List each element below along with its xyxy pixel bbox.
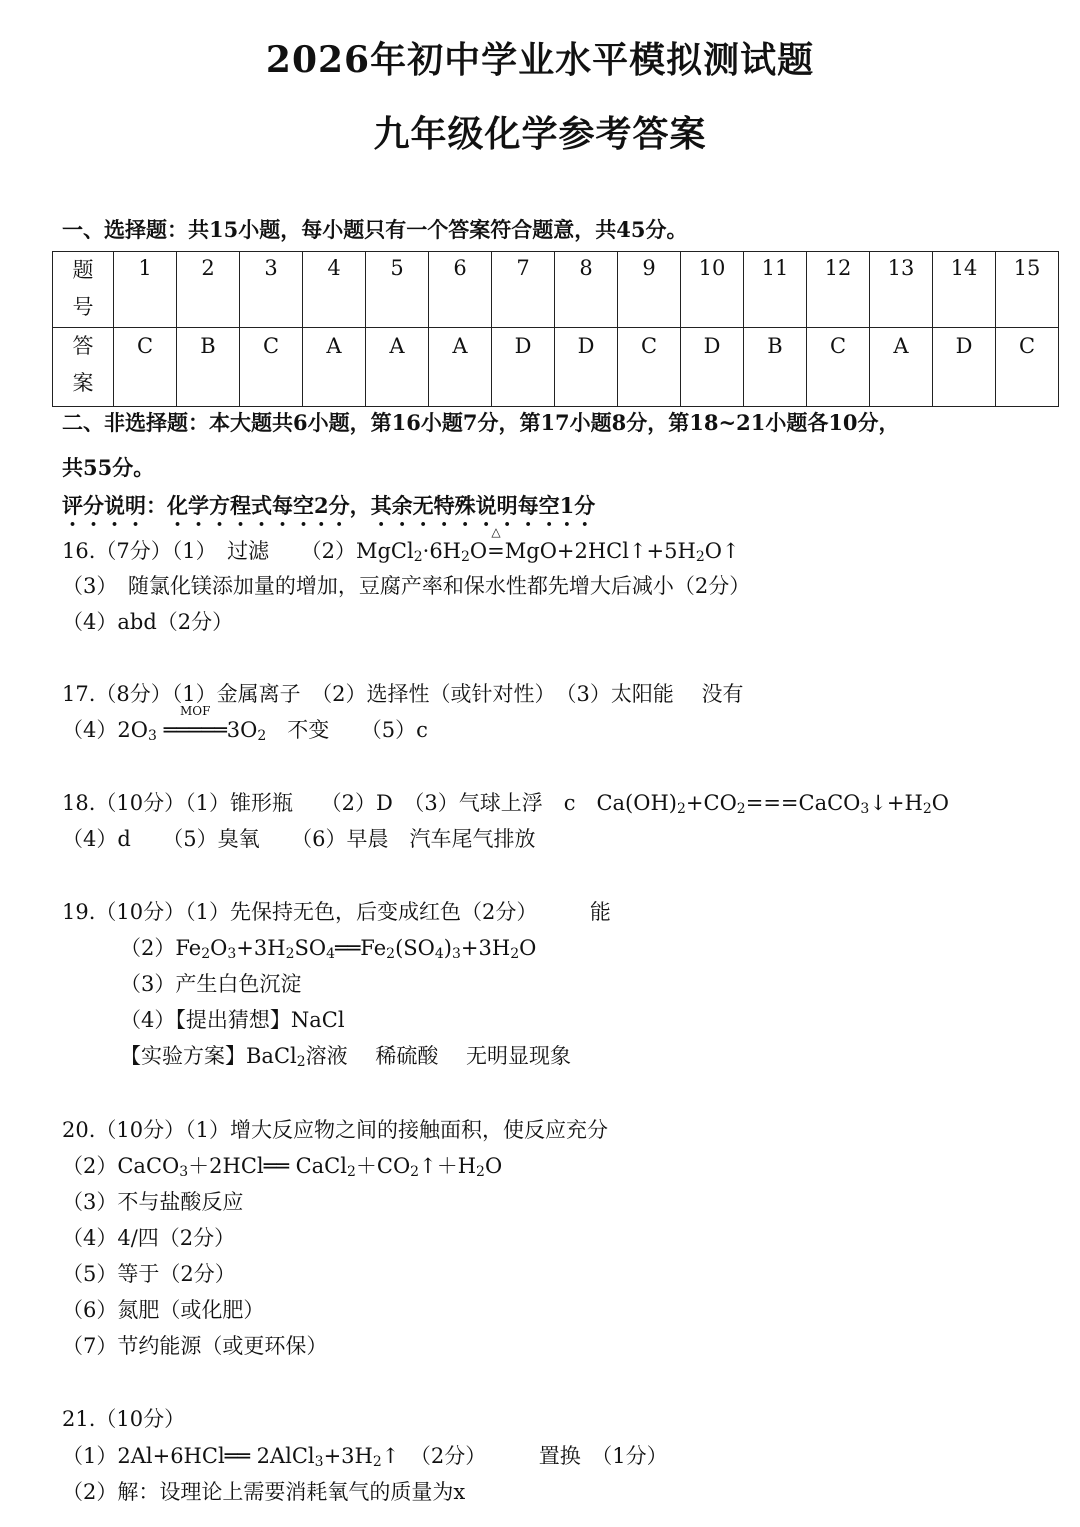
- answer-cell: A: [366, 328, 429, 407]
- text-fragment: [157, 718, 164, 742]
- text-fragment: ↑＋H: [419, 1154, 477, 1178]
- subscript: 2: [676, 801, 686, 817]
- text-fragment: （4）abd（2分）: [62, 610, 234, 634]
- answer-cell: D: [555, 328, 618, 407]
- row-label-number: [53, 252, 114, 328]
- text-fragment: ): [443, 936, 452, 960]
- row-label-answer: [53, 328, 114, 407]
- answer-cell: A: [870, 328, 933, 407]
- condition-label: MOF: [179, 704, 211, 718]
- answer-line-q21-0: [62, 1403, 185, 1433]
- answer-line-q20-1: [62, 1114, 608, 1144]
- text-fragment: ══Fe: [335, 936, 387, 960]
- answer-line-q17-4: [62, 704, 428, 744]
- subscript: 3: [452, 946, 461, 962]
- question-number-cell: 8: [555, 252, 618, 328]
- text-fragment: （1）2Al+6HCl══ 2AlCl: [62, 1444, 315, 1468]
- answer-cell: B: [744, 328, 807, 407]
- subscript: 2: [285, 946, 295, 962]
- answer-line-q16-4: [62, 606, 233, 636]
- text-fragment: O: [469, 539, 488, 563]
- text-fragment: 【实验方案】BaCl: [120, 1044, 297, 1068]
- text-fragment: 17.（8分）（1）金属离子 （2）选择性（或针对性） （3）太阳能 没有: [62, 682, 744, 706]
- text-fragment: (SO: [395, 936, 435, 960]
- reaction-condition: [163, 704, 227, 742]
- answer-line-q20-7: [62, 1330, 327, 1360]
- answer-cell: C: [807, 328, 870, 407]
- subscript: 2: [346, 1164, 356, 1180]
- text-fragment: +3H: [323, 1444, 373, 1468]
- answer-line-q21-1: [62, 1440, 668, 1470]
- subscript: 4: [326, 946, 336, 962]
- equals-sign: =: [487, 539, 505, 563]
- subscript: 3: [860, 801, 870, 817]
- subscript: 2: [296, 1054, 306, 1070]
- row-label-char: 答: [72, 334, 94, 358]
- text-fragment: +3H: [236, 936, 286, 960]
- text-fragment: 3O: [226, 718, 258, 742]
- text-fragment: +CO: [685, 791, 737, 815]
- subscript: 4: [434, 946, 444, 962]
- text-fragment: （4）d （5）臭氧 （6）早晨 汽车尾气排放: [62, 827, 536, 851]
- answer-cell: C: [114, 328, 177, 407]
- question-number-cell: 12: [807, 252, 870, 328]
- subscript: 2: [736, 801, 746, 817]
- answer-table: [52, 251, 1059, 407]
- answer-line-q20-6: [62, 1294, 264, 1324]
- text-fragment: （4）4/四（2分）: [62, 1226, 236, 1250]
- text-fragment: ＋CO: [355, 1154, 411, 1178]
- answer-line-q21-2: [62, 1476, 465, 1506]
- text-fragment: （2）解：设理论上需要消耗氧气的质量为x: [62, 1480, 466, 1504]
- text-fragment: SO: [294, 936, 327, 960]
- text-fragment: （7）节约能源（或更环保）: [62, 1334, 328, 1358]
- answer-line-q19-4: [120, 1004, 345, 1034]
- section2-heading-line2: 共55分。: [62, 455, 155, 480]
- question-number-cell: 10: [681, 252, 744, 328]
- text-fragment: O↑: [704, 539, 740, 563]
- text-fragment: ↓+H: [869, 791, 923, 815]
- answer-line-q19-1: [62, 896, 611, 926]
- page-subtitle: 九年级化学参考答案: [373, 113, 707, 155]
- page-title: 2026年初中学业水平模拟测试题: [265, 39, 815, 81]
- question-number-cell: 4: [303, 252, 366, 328]
- text-fragment: 19.（10分）（1）先保持无色，后变成红色（2分） 能: [62, 900, 611, 924]
- row-label-char: 题: [72, 258, 94, 282]
- question-number-cell: 14: [933, 252, 996, 328]
- answer-cell: C: [996, 328, 1059, 407]
- answer-cell: C: [618, 328, 681, 407]
- subscript: 2: [476, 1164, 485, 1180]
- subscript: 2: [510, 946, 520, 962]
- subscript: 2: [386, 946, 396, 962]
- text-fragment: 18.（10分）（1）锥形瓶 （2）D （3）气球上浮 c Ca(OH): [62, 791, 677, 815]
- text-fragment: O: [519, 936, 537, 960]
- section2-heading-line1: 二、非选择题：本大题共6小题，第16小题7分，第17小题8分，第18~21小题各10分，: [62, 410, 900, 435]
- text-fragment: O: [931, 791, 949, 815]
- answer-line-q20-2: [62, 1150, 502, 1180]
- answer-line-q20-3: [62, 1186, 243, 1216]
- row-label-char: 案: [72, 371, 94, 395]
- subscript: 2: [257, 728, 267, 744]
- answer-cell: C: [240, 328, 303, 407]
- text-fragment: （3）不与盐酸反应: [62, 1190, 244, 1214]
- question-number-cell: 11: [744, 252, 807, 328]
- answer-line-q16-3: [62, 570, 750, 600]
- question-number-cell: 6: [429, 252, 492, 328]
- answer-line-q18-1: [62, 787, 949, 817]
- scoring-note: 评分说明：化学方程式每空2分，其余无特殊说明每空1分: [62, 493, 596, 518]
- subscript: 2: [410, 1164, 420, 1180]
- text-fragment: ===CaCO: [745, 791, 861, 815]
- text-fragment: O: [210, 936, 228, 960]
- text-fragment: 溶液 稀硫酸 无明显现象: [305, 1044, 572, 1068]
- answer-line-q20-4: [62, 1222, 235, 1252]
- text-fragment: （2）Fe: [120, 936, 202, 960]
- table-row-answers: [53, 328, 1059, 407]
- text-fragment: 21.（10分）: [62, 1407, 186, 1431]
- answer-line-q20-5: [62, 1258, 236, 1288]
- answer-cell: D: [492, 328, 555, 407]
- subscript: 3: [147, 728, 157, 744]
- text-fragment: （4）【提出猜想】NaCl: [120, 1008, 345, 1032]
- subscript: 2: [201, 946, 211, 962]
- answer-cell: A: [429, 328, 492, 407]
- text-fragment: 16.（7分）（1） 过滤 （2）MgCl: [62, 539, 414, 563]
- answer-line-q19-5: [120, 1040, 571, 1070]
- question-number-cell: 13: [870, 252, 933, 328]
- subscript: 3: [314, 1454, 324, 1470]
- subscript: 2: [372, 1454, 382, 1470]
- answer-line-q16-1: [62, 525, 740, 565]
- subscript: 3: [179, 1164, 189, 1180]
- text-fragment: 不变 （5）c: [266, 718, 428, 742]
- text-fragment: （2）CaCO: [62, 1154, 180, 1178]
- reaction-condition: [487, 525, 505, 563]
- question-number-cell: 1: [114, 252, 177, 328]
- condition-label: △: [491, 525, 501, 539]
- question-number-cell: 3: [240, 252, 303, 328]
- subscript: 2: [461, 549, 470, 565]
- subscript: 2: [413, 549, 423, 565]
- text-fragment: （6）氮肥（或化肥）: [62, 1298, 265, 1322]
- answer-cell: A: [303, 328, 366, 407]
- answer-cell: D: [681, 328, 744, 407]
- subscript: 2: [695, 549, 705, 565]
- text-fragment: （5）等于（2分）: [62, 1262, 236, 1286]
- answer-line-q19-3: [120, 968, 301, 998]
- text-fragment: （3） 随氯化镁添加量的增加，豆腐产率和保水性都先增大后减小（2分）: [62, 574, 751, 598]
- question-number-cell: 7: [492, 252, 555, 328]
- text-fragment: O: [484, 1154, 503, 1178]
- answer-line-q19-2: [120, 932, 536, 962]
- question-number-cell: 2: [177, 252, 240, 328]
- question-number-cell: 15: [996, 252, 1059, 328]
- answer-cell: B: [177, 328, 240, 407]
- answer-cell: D: [933, 328, 996, 407]
- text-fragment: ·6H: [422, 539, 461, 563]
- text-fragment: （4）2O: [62, 718, 148, 742]
- section1-heading: 一、选择题：共15小题，每小题只有一个答案符合题意，共45分。: [62, 217, 688, 242]
- subscript: 3: [227, 946, 237, 962]
- table-row-numbers: [53, 252, 1059, 328]
- equals-sign: ═════: [163, 718, 227, 742]
- answer-line-q18-4: [62, 823, 536, 853]
- question-number-cell: 9: [618, 252, 681, 328]
- text-fragment: ↑ （2分） 置换 （1分）: [381, 1444, 668, 1468]
- text-fragment: 20.（10分）（1）增大反应物之间的接触面积，使反应充分: [62, 1118, 608, 1142]
- question-number-cell: 5: [366, 252, 429, 328]
- text-fragment: （3）产生白色沉淀: [120, 972, 302, 996]
- text-fragment: +3H: [460, 936, 511, 960]
- text-fragment: ＋2HCl══ CaCl: [188, 1154, 347, 1178]
- subscript: 2: [922, 801, 932, 817]
- row-label-char: 号: [72, 295, 94, 319]
- text-fragment: MgO+2HCl↑+5H: [504, 539, 696, 563]
